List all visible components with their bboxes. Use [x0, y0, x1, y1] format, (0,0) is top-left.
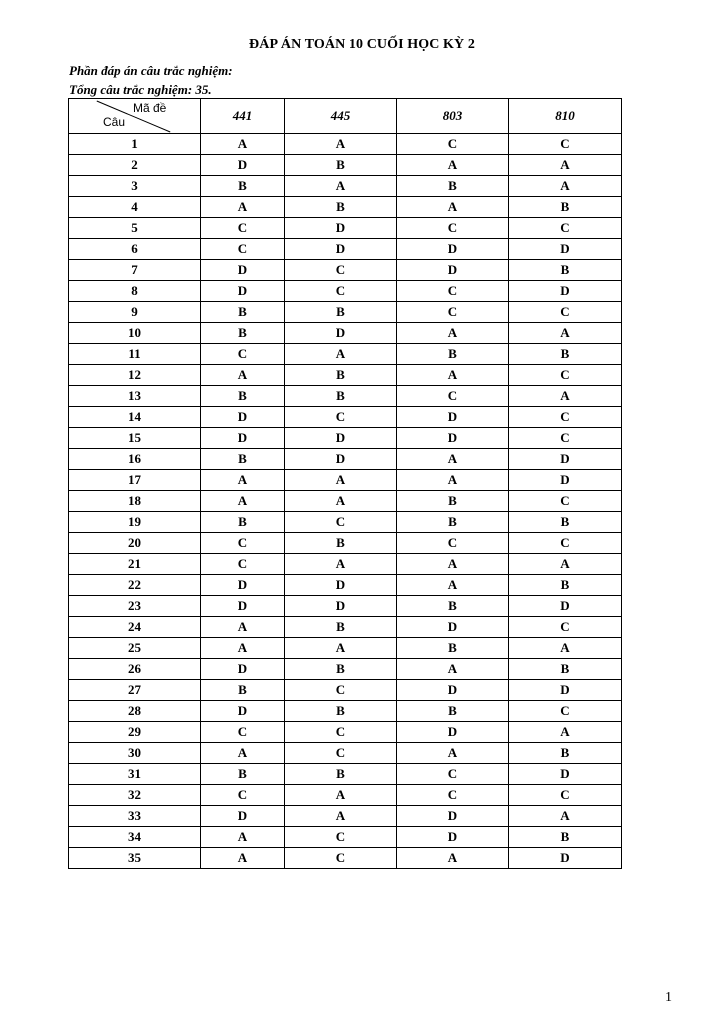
answer-cell: B: [397, 596, 509, 617]
answer-cell: B: [285, 197, 397, 218]
question-number-cell: 2: [69, 155, 201, 176]
answer-cell: C: [397, 302, 509, 323]
table-row: [69, 323, 622, 344]
answer-cell: A: [397, 449, 509, 470]
answer-cell: B: [201, 680, 285, 701]
answer-cell: A: [397, 197, 509, 218]
table-row: [69, 533, 622, 554]
exam-code-header: 810: [509, 99, 622, 134]
corner-header-cell: [69, 99, 201, 134]
answer-cell: A: [201, 365, 285, 386]
answer-cell: A: [509, 554, 622, 575]
table-row: [69, 575, 622, 596]
question-number-cell: 5: [69, 218, 201, 239]
answer-cell: C: [285, 722, 397, 743]
table-row: [69, 155, 622, 176]
question-number-cell: 8: [69, 281, 201, 302]
answer-cell: A: [397, 848, 509, 869]
question-number-cell: 17: [69, 470, 201, 491]
answer-cell: C: [201, 218, 285, 239]
answer-cell: A: [509, 386, 622, 407]
answer-cell: D: [285, 239, 397, 260]
table-row: [69, 197, 622, 218]
answer-cell: B: [201, 323, 285, 344]
answer-cell: C: [201, 785, 285, 806]
question-number-cell: 27: [69, 680, 201, 701]
answer-cell: D: [397, 722, 509, 743]
table-header-row: [69, 99, 622, 134]
answer-cell: B: [201, 764, 285, 785]
answer-cell: A: [201, 743, 285, 764]
answer-cell: B: [397, 176, 509, 197]
answer-cell: B: [397, 638, 509, 659]
answer-cell: B: [201, 302, 285, 323]
question-number-cell: 33: [69, 806, 201, 827]
answer-cell: C: [285, 512, 397, 533]
table-row: [69, 428, 622, 449]
question-number-cell: 7: [69, 260, 201, 281]
table-row: [69, 218, 622, 239]
answer-cell: D: [201, 596, 285, 617]
question-number-cell: 1: [69, 134, 201, 155]
question-number-cell: 19: [69, 512, 201, 533]
answer-cell: A: [397, 575, 509, 596]
answer-cell: A: [285, 806, 397, 827]
answer-cell: B: [285, 302, 397, 323]
answer-cell: A: [201, 134, 285, 155]
answer-cell: C: [285, 827, 397, 848]
question-number-cell: 10: [69, 323, 201, 344]
answer-cell: D: [285, 323, 397, 344]
answer-cell: A: [201, 470, 285, 491]
table-row: [69, 281, 622, 302]
answer-cell: C: [509, 785, 622, 806]
answer-cell: A: [397, 554, 509, 575]
answer-cell: C: [397, 386, 509, 407]
table-row: [69, 554, 622, 575]
table-row: [69, 407, 622, 428]
question-number-cell: 34: [69, 827, 201, 848]
question-axis-label: Câu: [103, 115, 126, 129]
question-number-cell: 15: [69, 428, 201, 449]
answer-cell: A: [201, 197, 285, 218]
page-title: ĐÁP ÁN TOÁN 10 CUỐI HỌC KỲ 2: [249, 37, 475, 52]
table-row: [69, 701, 622, 722]
question-number-cell: 11: [69, 344, 201, 365]
answer-cell: C: [201, 533, 285, 554]
table-row: [69, 365, 622, 386]
answer-cell: D: [509, 596, 622, 617]
answer-cell: A: [285, 638, 397, 659]
answer-cell: C: [397, 281, 509, 302]
answer-cell: C: [509, 533, 622, 554]
answer-cell: D: [201, 659, 285, 680]
answer-cell: D: [397, 407, 509, 428]
answer-cell: C: [285, 680, 397, 701]
answer-cell: D: [397, 239, 509, 260]
question-number-cell: 14: [69, 407, 201, 428]
answer-cell: D: [509, 764, 622, 785]
answer-cell: A: [201, 848, 285, 869]
answer-cell: A: [509, 638, 622, 659]
table-row: [69, 827, 622, 848]
question-number-cell: 21: [69, 554, 201, 575]
answer-cell: C: [201, 722, 285, 743]
answer-cell: D: [285, 218, 397, 239]
answer-cell: C: [509, 428, 622, 449]
question-number-cell: 23: [69, 596, 201, 617]
answer-cell: A: [285, 554, 397, 575]
question-number-cell: 30: [69, 743, 201, 764]
answer-cell: D: [201, 701, 285, 722]
answer-cell: A: [285, 176, 397, 197]
answer-cell: B: [397, 701, 509, 722]
table-row: [69, 596, 622, 617]
answer-cell: B: [285, 533, 397, 554]
answer-cell: A: [509, 176, 622, 197]
question-number-cell: 3: [69, 176, 201, 197]
answer-cell: B: [509, 743, 622, 764]
question-number-cell: 26: [69, 659, 201, 680]
answer-cell: D: [509, 239, 622, 260]
answer-cell: B: [285, 386, 397, 407]
table-row: [69, 260, 622, 281]
table-row: [69, 848, 622, 869]
question-number-cell: 31: [69, 764, 201, 785]
answer-cell: A: [509, 806, 622, 827]
answer-cell: C: [285, 848, 397, 869]
answer-cell: C: [397, 785, 509, 806]
answer-cell: A: [201, 617, 285, 638]
answer-cell: D: [201, 155, 285, 176]
answer-cell: D: [397, 617, 509, 638]
answer-cell: C: [201, 554, 285, 575]
answer-cell: A: [509, 323, 622, 344]
answer-cell: B: [397, 512, 509, 533]
answer-cell: A: [201, 491, 285, 512]
answer-cell: C: [509, 302, 622, 323]
answer-cell: B: [509, 197, 622, 218]
answer-cell: B: [509, 659, 622, 680]
answer-cell: A: [285, 134, 397, 155]
page-number: 1: [665, 990, 672, 1005]
answer-cell: D: [397, 680, 509, 701]
answer-cell: D: [285, 575, 397, 596]
answer-cell: C: [285, 743, 397, 764]
answer-cell: B: [509, 512, 622, 533]
answer-cell: A: [397, 659, 509, 680]
answer-cell: A: [285, 344, 397, 365]
table-row: [69, 302, 622, 323]
table-row: [69, 680, 622, 701]
answer-cell: A: [201, 827, 285, 848]
table-row: [69, 722, 622, 743]
question-number-cell: 25: [69, 638, 201, 659]
answer-cell: C: [397, 134, 509, 155]
answer-table-body: [69, 134, 622, 869]
answer-cell: D: [509, 449, 622, 470]
answer-cell: D: [509, 470, 622, 491]
answer-cell: D: [285, 428, 397, 449]
answer-cell: B: [201, 449, 285, 470]
question-number-cell: 6: [69, 239, 201, 260]
answer-cell: C: [285, 260, 397, 281]
answer-cell: B: [397, 491, 509, 512]
table-row: [69, 512, 622, 533]
answer-cell: D: [285, 449, 397, 470]
answer-cell: B: [397, 344, 509, 365]
answer-cell: C: [397, 764, 509, 785]
answer-cell: C: [285, 407, 397, 428]
question-number-cell: 9: [69, 302, 201, 323]
answer-cell: A: [509, 722, 622, 743]
answer-cell: D: [201, 428, 285, 449]
answer-cell: D: [509, 281, 622, 302]
question-number-cell: 12: [69, 365, 201, 386]
answer-cell: D: [397, 260, 509, 281]
answer-cell: B: [509, 260, 622, 281]
answer-cell: B: [509, 344, 622, 365]
table-row: [69, 638, 622, 659]
answer-cell: C: [509, 701, 622, 722]
answer-cell: C: [509, 365, 622, 386]
table-row: [69, 239, 622, 260]
answer-cell: D: [397, 806, 509, 827]
answer-cell: B: [201, 386, 285, 407]
table-row: [69, 176, 622, 197]
table-row: [69, 617, 622, 638]
answer-cell: C: [201, 344, 285, 365]
answer-cell: C: [509, 218, 622, 239]
table-row: [69, 764, 622, 785]
answer-cell: B: [201, 512, 285, 533]
answer-cell: B: [285, 155, 397, 176]
table-row: [69, 659, 622, 680]
answer-cell: C: [397, 218, 509, 239]
answer-cell: A: [397, 323, 509, 344]
exam-code-header: 441: [201, 99, 285, 134]
table-row: [69, 743, 622, 764]
question-count-text: Tổng câu trắc nghiệm: 35.: [69, 82, 212, 97]
section-heading: Phần đáp án câu trắc nghiệm:: [69, 63, 233, 78]
question-number-cell: 29: [69, 722, 201, 743]
answer-cell: D: [201, 260, 285, 281]
answer-cell: B: [201, 176, 285, 197]
table-row: [69, 785, 622, 806]
answer-cell: D: [201, 806, 285, 827]
answer-cell: B: [285, 659, 397, 680]
answer-cell: B: [509, 575, 622, 596]
table-row: [69, 344, 622, 365]
answer-cell: B: [285, 617, 397, 638]
exam-code-axis-label: Mã đề: [133, 101, 167, 115]
answer-cell: A: [397, 155, 509, 176]
table-row: [69, 491, 622, 512]
answer-cell: D: [201, 407, 285, 428]
answer-cell: C: [509, 617, 622, 638]
answer-cell: A: [397, 470, 509, 491]
answer-cell: A: [285, 785, 397, 806]
question-number-cell: 13: [69, 386, 201, 407]
table-row: [69, 806, 622, 827]
answer-cell: D: [285, 596, 397, 617]
answer-cell: C: [509, 491, 622, 512]
question-number-cell: 35: [69, 848, 201, 869]
answer-cell: D: [201, 281, 285, 302]
table-row: [69, 386, 622, 407]
question-number-cell: 32: [69, 785, 201, 806]
answer-cell: C: [285, 281, 397, 302]
answer-cell: D: [509, 848, 622, 869]
exam-code-header: 445: [285, 99, 397, 134]
answer-cell: C: [201, 239, 285, 260]
answer-cell: A: [397, 365, 509, 386]
answer-cell: C: [509, 407, 622, 428]
table-row: [69, 449, 622, 470]
answer-cell: D: [201, 575, 285, 596]
answer-cell: B: [285, 764, 397, 785]
answer-cell: A: [509, 155, 622, 176]
answer-cell: D: [509, 680, 622, 701]
answer-cell: C: [397, 533, 509, 554]
exam-code-header: 803: [397, 99, 509, 134]
answer-cell: A: [201, 638, 285, 659]
table-row: [69, 470, 622, 491]
answer-cell: A: [285, 491, 397, 512]
answer-cell: B: [509, 827, 622, 848]
answer-cell: D: [397, 827, 509, 848]
question-number-cell: 4: [69, 197, 201, 218]
answer-cell: B: [285, 365, 397, 386]
answer-cell: B: [285, 701, 397, 722]
question-number-cell: 22: [69, 575, 201, 596]
question-number-cell: 24: [69, 617, 201, 638]
question-number-cell: 20: [69, 533, 201, 554]
table-row: [69, 134, 622, 155]
answer-table: [68, 98, 622, 869]
answer-cell: D: [397, 428, 509, 449]
answer-cell: C: [509, 134, 622, 155]
answer-cell: A: [397, 743, 509, 764]
question-number-cell: 16: [69, 449, 201, 470]
question-number-cell: 28: [69, 701, 201, 722]
question-number-cell: 18: [69, 491, 201, 512]
answer-cell: A: [285, 470, 397, 491]
